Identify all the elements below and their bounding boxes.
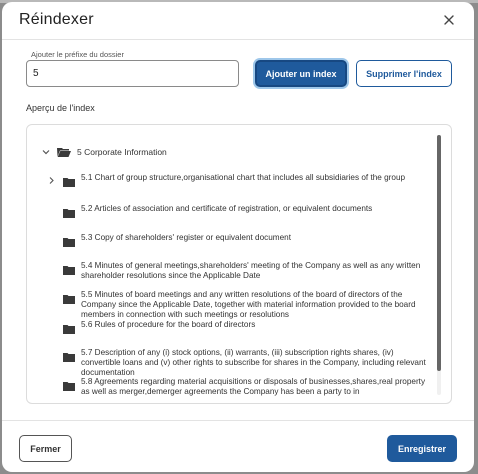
- tree-item-label: 5.8 Agreements regarding material acquisitions or disposals of businesses,shares,real property as well as merger,demerger agreements the Company has been a party to in: [81, 377, 426, 396]
- dialog-header: [2, 2, 474, 40]
- tree-item-5-5[interactable]: [47, 290, 437, 322]
- tree-item-5-3[interactable]: [47, 233, 437, 245]
- reindex-dialog: [2, 2, 474, 472]
- folder-icon: [63, 352, 75, 362]
- folder-open-icon: [57, 147, 71, 157]
- folder-icon: [63, 208, 75, 218]
- close-button[interactable]: Fermer: [19, 435, 72, 462]
- tree-item-label: 5.1 Chart of group structure,organisational chart that includes all subsidiaries of the group: [81, 173, 406, 182]
- tree-scrollbar[interactable]: [437, 135, 441, 395]
- tree-item-5-2[interactable]: [47, 204, 437, 216]
- add-index-button[interactable]: Ajouter un index: [255, 60, 347, 87]
- tree-item-label: 5.3 Copy of shareholders' register or equivalent document: [81, 233, 292, 242]
- folder-icon: [63, 237, 75, 247]
- tree-item-5-6[interactable]: [47, 320, 437, 332]
- tree-root-node[interactable]: [41, 145, 167, 159]
- folder-icon: [63, 177, 75, 187]
- folder-icon: [63, 381, 75, 391]
- tree-item-5-1[interactable]: [47, 173, 437, 195]
- dialog-title: Réindexer: [19, 11, 94, 28]
- tree-item-label: 5.5 Minutes of board meetings and any written resolutions of the board of directors of the Company since the Applicable Date, together with material information provided to the board members in connection with such meetings or resolutions: [81, 290, 416, 319]
- remove-index-button[interactable]: Supprimer l'index: [356, 60, 452, 87]
- tree-item-5-7[interactable]: [47, 348, 437, 380]
- folder-icon: [63, 294, 75, 304]
- scrollbar-thumb[interactable]: [437, 135, 441, 371]
- tree-root-label: 5 Corporate Information: [77, 147, 167, 157]
- tree-item-5-4[interactable]: [47, 261, 437, 283]
- chevron-down-icon[interactable]: [41, 147, 51, 157]
- tree-item-label: 5.7 Description of any (i) stock options, (ii) warrants, (iii) subscription rights shares, (iv) convertible loans and (v) other rights to subscribe for shares in the Company, including relevant documentation: [81, 348, 426, 377]
- chevron-right-icon[interactable]: [47, 176, 56, 185]
- prefix-field-label: Ajouter le préfixe du dossier: [31, 50, 124, 59]
- prefix-input[interactable]: [26, 60, 239, 87]
- tree-item-label: 5.4 Minutes of general meetings,shareholders' meeting of the Company as well as any written shareholder resolutions since the Applicable Date: [81, 261, 421, 280]
- tree-item-label: 5.2 Articles of association and certificate of registration, or equivalent documents: [81, 204, 373, 213]
- folder-icon: [63, 324, 75, 334]
- index-preview-label: Aperçu de l'index: [26, 103, 95, 113]
- index-preview-tree: [26, 124, 452, 404]
- close-icon[interactable]: [440, 11, 458, 29]
- tree-item-5-8[interactable]: [47, 377, 437, 397]
- folder-icon: [63, 265, 75, 275]
- tree-item-label: 5.6 Rules of procedure for the board of directors: [81, 320, 256, 329]
- save-button[interactable]: Enregistrer: [387, 435, 457, 462]
- dialog-footer: [2, 420, 474, 472]
